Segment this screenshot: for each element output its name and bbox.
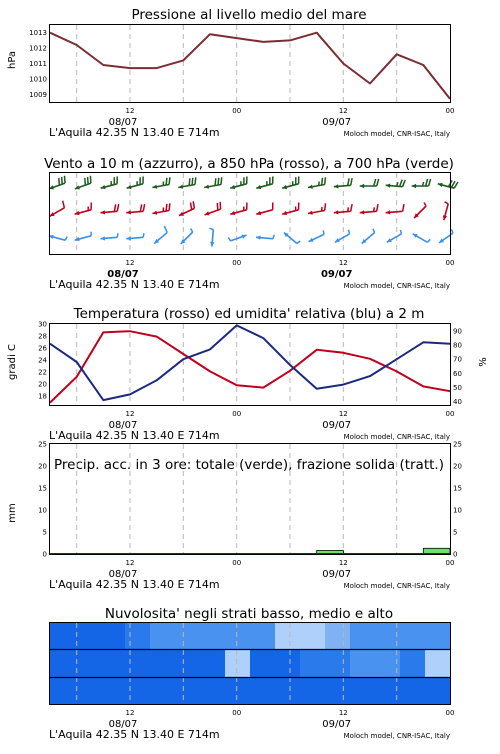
wind-barb: [152, 203, 170, 215]
cloud-cell: [425, 678, 451, 705]
cloud-cell: [400, 623, 426, 650]
wind-barb: [209, 228, 214, 246]
wind-barb-feather: [195, 177, 196, 184]
wind-barb: [335, 230, 350, 243]
wind-barb-feather: [348, 178, 349, 185]
wind-barb-feather: [426, 179, 428, 186]
wind-barb-half-feather: [209, 228, 213, 229]
wind-barb: [414, 203, 426, 219]
wind-barb-feather: [114, 204, 115, 211]
pressure-series: [50, 33, 450, 99]
date-label: 08/07: [109, 420, 138, 431]
cloud-cell: [50, 678, 76, 705]
precipitation-y-label: mm: [7, 503, 18, 522]
wind-barb: [49, 176, 65, 190]
wind-barb-head: [386, 210, 391, 214]
time-tick-label: 12: [339, 410, 348, 418]
wind-barb-feather: [166, 204, 167, 211]
time-tick-label: 00: [446, 559, 455, 567]
y-tick-label: 1011: [29, 60, 47, 68]
time-tick-label: 00: [446, 259, 455, 267]
temperature-y-ticks: [38, 321, 47, 401]
wind-barb-head: [334, 210, 339, 214]
y-tick-label: 80: [453, 342, 462, 350]
wind-barbs: [49, 176, 458, 247]
date-label: 09/07: [321, 269, 353, 280]
model-credit: Moloch model, CNR-ISAC, Italy: [344, 433, 450, 441]
wind-barb-half-feather: [65, 237, 67, 241]
wind-barb: [230, 203, 247, 216]
precipitation-x-axis: [49, 559, 454, 591]
time-tick-label: 12: [126, 410, 135, 418]
wind-x-axis: [49, 259, 454, 291]
cloud-cell: [350, 623, 376, 650]
cloud-cell: [325, 650, 351, 678]
time-tick-label: 00: [232, 709, 241, 717]
wind-barb-half-feather: [323, 230, 324, 234]
y-tick-label: 10: [453, 507, 462, 515]
wind-barb: [204, 177, 222, 189]
wind-barb-feather: [164, 226, 167, 233]
wind-barb-head: [256, 236, 261, 240]
wind-barb-feather: [143, 204, 144, 211]
wind-barb: [205, 202, 221, 216]
temperature-panel: [7, 306, 489, 442]
cloud-cell: [300, 678, 326, 705]
wind-barb-half-feather: [297, 241, 300, 244]
temperature-humidity-series: [50, 325, 450, 402]
y-tick-label: 60: [453, 370, 462, 378]
cloud-cell: [325, 678, 351, 705]
wind-barb: [360, 204, 378, 214]
wind-barb-head: [100, 236, 105, 240]
wind-title: Vento a 10 m (azzurro), a 850 hPa (rosso), a 700 hPa (verde): [44, 156, 454, 172]
cloud-cell: [100, 650, 126, 678]
wind-barb: [413, 234, 431, 243]
y-tick-label: 5: [453, 529, 457, 537]
wind-barb-head: [242, 235, 247, 239]
cloud-title: Nuvolosita' negli strati basso, medio e alto: [105, 606, 393, 622]
wind-barb-head: [205, 211, 210, 215]
location-label: L'Aquila 42.35 N 13.40 E 714m: [49, 728, 220, 741]
wind-barb-feather: [377, 204, 378, 211]
cloud-cell: [425, 623, 451, 650]
wind-barb-feather: [63, 201, 65, 208]
wind-barb: [308, 203, 326, 215]
wind-barb-half-feather: [348, 207, 349, 211]
wind-barb-half-feather: [424, 203, 426, 207]
wind-barb-feather: [117, 204, 118, 211]
wind-barb: [412, 179, 431, 188]
time-tick-label: 12: [126, 559, 135, 567]
pressure-frame: [50, 25, 451, 103]
wind-barb-feather: [193, 201, 194, 208]
wind-barb-half-feather: [452, 229, 454, 233]
wind-barb: [181, 229, 193, 245]
wind-barb-feather: [166, 178, 167, 185]
y-tick-label: 70: [453, 356, 462, 364]
wind-barb-feather: [191, 203, 192, 210]
wind-barb-head: [334, 184, 339, 188]
time-tick-label: 12: [339, 559, 348, 567]
precipitation-title: Precip. acc. in 3 ore: totale (verde), frazione solida (tratt.): [54, 457, 444, 473]
wind-barb-half-feather: [427, 239, 430, 242]
date-label: 09/07: [322, 719, 351, 730]
wind-barb-half-feather: [374, 207, 375, 211]
wind-barb: [126, 204, 144, 214]
cloud-cell: [175, 650, 201, 678]
wind-barb: [230, 177, 247, 190]
cloud-cell: [250, 650, 276, 678]
wind-frame: [50, 173, 451, 255]
cloud-cell: [425, 650, 451, 678]
wind-barb: [154, 226, 167, 244]
cloud-cell: [125, 623, 151, 650]
wind-barb: [308, 177, 326, 189]
y-tick-label: 22: [38, 369, 47, 377]
wind-barb-half-feather: [228, 238, 230, 241]
wind-barb: [256, 203, 273, 216]
cloud-cell: [225, 623, 251, 650]
cloud-cell: [75, 623, 101, 650]
pressure-grid: [77, 25, 397, 102]
cloud-cell: [300, 623, 326, 650]
wind-barb-feather: [377, 179, 379, 186]
location-label: L'Aquila 42.35 N 13.40 E 714m: [49, 126, 220, 139]
model-credit: Moloch model, CNR-ISAC, Italy: [344, 282, 450, 290]
date-label: 08/07: [109, 117, 138, 128]
wind-barb-head: [210, 242, 214, 247]
cloud-cell: [400, 678, 426, 705]
cloud-cell: [50, 650, 76, 678]
time-tick-label: 00: [446, 709, 455, 717]
wind-barb-feather: [215, 178, 216, 185]
date-label: 09/07: [322, 569, 351, 580]
y-tick-label: 0: [453, 551, 457, 559]
time-tick-label: 12: [126, 259, 135, 267]
cloud-cell: [275, 623, 301, 650]
wind-barb: [256, 235, 274, 240]
wind-barb-feather: [403, 204, 404, 211]
y-tick-label: 5: [43, 529, 47, 537]
time-tick-label: 00: [232, 410, 241, 418]
cloud-cell: [150, 678, 176, 705]
cloud-cell: [100, 678, 126, 705]
humidity-y-ticks: [453, 328, 462, 406]
cloud-cell: [125, 678, 151, 705]
wind-barb-feather: [65, 176, 66, 183]
wind-barb-half-feather: [191, 229, 193, 233]
wind-barb-feather: [192, 178, 193, 185]
time-tick-label: 12: [339, 107, 348, 115]
wind-barb-feather: [140, 204, 141, 211]
wind-barb-head: [360, 184, 365, 188]
wind-barb-feather: [351, 204, 352, 211]
wind-barb-head: [360, 210, 365, 214]
wind-barb-feather: [400, 180, 403, 187]
wind-barb-feather: [403, 180, 406, 187]
location-label: L'Aquila 42.35 N 13.40 E 714m: [49, 278, 220, 291]
wind-barb-feather: [169, 203, 170, 210]
time-tick-label: 00: [446, 410, 455, 418]
cloud-cell: [150, 650, 176, 678]
wind-barb-half-feather: [373, 229, 375, 233]
wind-barb: [127, 177, 144, 190]
time-tick-label: 12: [339, 709, 348, 717]
wind-barb-feather: [59, 178, 60, 185]
y-tick-label: 20: [38, 381, 47, 389]
wind-barb: [179, 201, 194, 216]
cloud-cell: [75, 678, 101, 705]
wind-barb-half-feather: [445, 202, 449, 204]
wind-barb: [362, 229, 375, 244]
y-tick-label: 25: [38, 441, 47, 449]
y-tick-label: 50: [453, 384, 462, 392]
humidity-y-label: %: [478, 357, 489, 367]
cloud-cells: [50, 623, 451, 705]
y-tick-label: 24: [38, 357, 47, 365]
humidity-line: [50, 325, 450, 400]
cloud-panel: [49, 606, 454, 741]
cloud-cell: [50, 623, 76, 650]
model-credit: Moloch model, CNR-ISAC, Italy: [344, 130, 450, 138]
wind-barb: [360, 179, 379, 188]
temperature-title: Temperatura (rosso) ed umidita' relativa (blu) a 2 m: [73, 306, 425, 322]
wind-barb-half-feather: [423, 182, 424, 186]
y-tick-label: 15: [38, 485, 47, 493]
precipitation-y2-ticks: [453, 441, 462, 559]
precipitation-y-ticks: [38, 441, 47, 559]
cloud-cell: [225, 678, 251, 705]
pressure-y-label: hPa: [7, 51, 18, 69]
time-tick-label: 00: [446, 107, 455, 115]
temperature-grid: [77, 324, 397, 405]
date-label: 09/07: [322, 420, 351, 431]
wind-barb-feather: [218, 178, 219, 185]
y-tick-label: 15: [453, 485, 462, 493]
wind-barb-feather: [62, 177, 63, 184]
cloud-cell: [200, 623, 226, 650]
pressure-y-ticks: [29, 29, 47, 99]
pressure-line: [50, 33, 450, 99]
wind-barb: [100, 204, 118, 214]
wind-barb-feather: [221, 177, 222, 184]
wind-barb: [126, 233, 144, 240]
precipitation-panel: [7, 441, 462, 592]
wind-barb-half-feather: [349, 230, 350, 234]
wind-barb-half-feather: [143, 233, 144, 237]
time-tick-label: 12: [339, 259, 348, 267]
y-tick-label: 20: [38, 463, 47, 471]
temperature-line: [50, 331, 450, 402]
wind-barb-feather: [351, 178, 352, 185]
cloud-cell: [125, 650, 151, 678]
model-credit: Moloch model, CNR-ISAC, Italy: [344, 732, 450, 740]
wind-barb-half-feather: [400, 230, 401, 234]
wind-barb: [101, 177, 118, 190]
wind-barb: [100, 233, 118, 240]
y-tick-label: 25: [453, 441, 462, 449]
y-tick-label: 40: [453, 398, 462, 406]
y-tick-label: 18: [38, 393, 47, 401]
y-tick-label: 26: [38, 345, 47, 353]
cloud-cell: [200, 678, 226, 705]
cloud-cell: [75, 650, 101, 678]
wind-barb-feather: [322, 178, 323, 185]
time-tick-label: 12: [126, 107, 135, 115]
wind-barb: [386, 204, 404, 214]
y-tick-label: 1010: [29, 75, 47, 83]
y-tick-label: 90: [453, 328, 462, 336]
wind-barb: [75, 176, 91, 190]
date-label: 08/07: [109, 569, 138, 580]
wind-barb-feather: [189, 178, 190, 185]
wind-barb: [50, 201, 65, 217]
location-label: L'Aquila 42.35 N 13.40 E 714m: [49, 429, 220, 442]
time-tick-label: 12: [126, 709, 135, 717]
pressure-panel: [7, 7, 454, 139]
wind-barb: [284, 233, 300, 244]
wind-barb-head: [126, 210, 131, 214]
wind-barb-head: [100, 210, 105, 214]
cloud-cell: [175, 623, 201, 650]
wind-panel: [44, 156, 458, 291]
cloud-cell: [375, 678, 401, 705]
pressure-x-axis: [49, 107, 454, 139]
wind-barb-head: [412, 184, 417, 188]
cloud-cell: [175, 678, 201, 705]
cloud-cell: [250, 678, 276, 705]
date-label: 08/07: [109, 719, 138, 730]
precipitation-bars: [50, 548, 450, 554]
time-tick-label: 00: [232, 559, 241, 567]
wind-barb-feather: [220, 202, 221, 209]
cloud-cell: [300, 650, 326, 678]
temperature-frame: [50, 324, 451, 406]
location-label: L'Aquila 42.35 N 13.40 E 714m: [49, 578, 220, 591]
cloud-cell: [250, 623, 276, 650]
y-tick-label: 0: [43, 551, 47, 559]
cloud-cell: [350, 650, 376, 678]
wind-barb: [256, 177, 273, 190]
y-tick-label: 1013: [29, 29, 47, 37]
y-tick-label: 10: [38, 507, 47, 515]
wind-barb-head: [386, 184, 391, 188]
cloud-cell: [400, 650, 426, 678]
wind-barb-feather: [217, 203, 218, 210]
temperature-y-label: gradi C: [7, 344, 18, 380]
time-tick-label: 00: [232, 259, 241, 267]
temperature-x-axis: [49, 410, 454, 442]
wind-barb-feather: [88, 177, 89, 184]
wind-barb: [443, 202, 448, 220]
wind-barb-feather: [325, 177, 326, 184]
wind-barb: [387, 230, 402, 243]
wind-barb-half-feather: [117, 233, 118, 237]
date-label: 09/07: [322, 117, 351, 128]
wind-barb: [309, 230, 324, 241]
cloud-cell: [150, 623, 176, 650]
wind-barb-half-feather: [273, 235, 274, 239]
y-tick-label: 1012: [29, 45, 47, 53]
wind-barb-feather: [374, 179, 376, 186]
wind-barb: [49, 235, 67, 240]
wind-barb-head: [126, 236, 131, 240]
cloud-cell: [350, 678, 376, 705]
wind-barb-feather: [325, 203, 326, 210]
date-label: 08/07: [107, 269, 139, 280]
wind-barb-feather: [169, 177, 170, 184]
y-tick-label: 28: [38, 333, 47, 341]
pressure-title: Pressione al livello medio del mare: [131, 7, 366, 23]
y-tick-label: 30: [38, 321, 47, 329]
y-tick-label: 1009: [29, 91, 47, 99]
wind-barb: [228, 235, 246, 241]
time-tick-label: 00: [232, 107, 241, 115]
wind-barb-feather: [85, 178, 86, 185]
wind-barb-head: [75, 185, 80, 189]
cloud-cell: [325, 623, 351, 650]
wind-barb: [438, 180, 458, 188]
cloud-x-axis: [49, 709, 454, 741]
cloud-cell: [275, 678, 301, 705]
model-credit: Moloch model, CNR-ISAC, Italy: [344, 582, 450, 590]
wind-barb: [178, 177, 196, 189]
wind-barb: [386, 180, 406, 188]
cloud-cell: [100, 623, 126, 650]
cloud-cell: [275, 650, 301, 678]
cloud-cell: [200, 650, 226, 678]
wind-barb-feather: [90, 176, 91, 183]
wind-barb: [152, 177, 170, 189]
cloud-cell: [225, 650, 251, 678]
y-tick-label: 20: [453, 463, 462, 471]
wind-barb-feather: [429, 179, 431, 186]
